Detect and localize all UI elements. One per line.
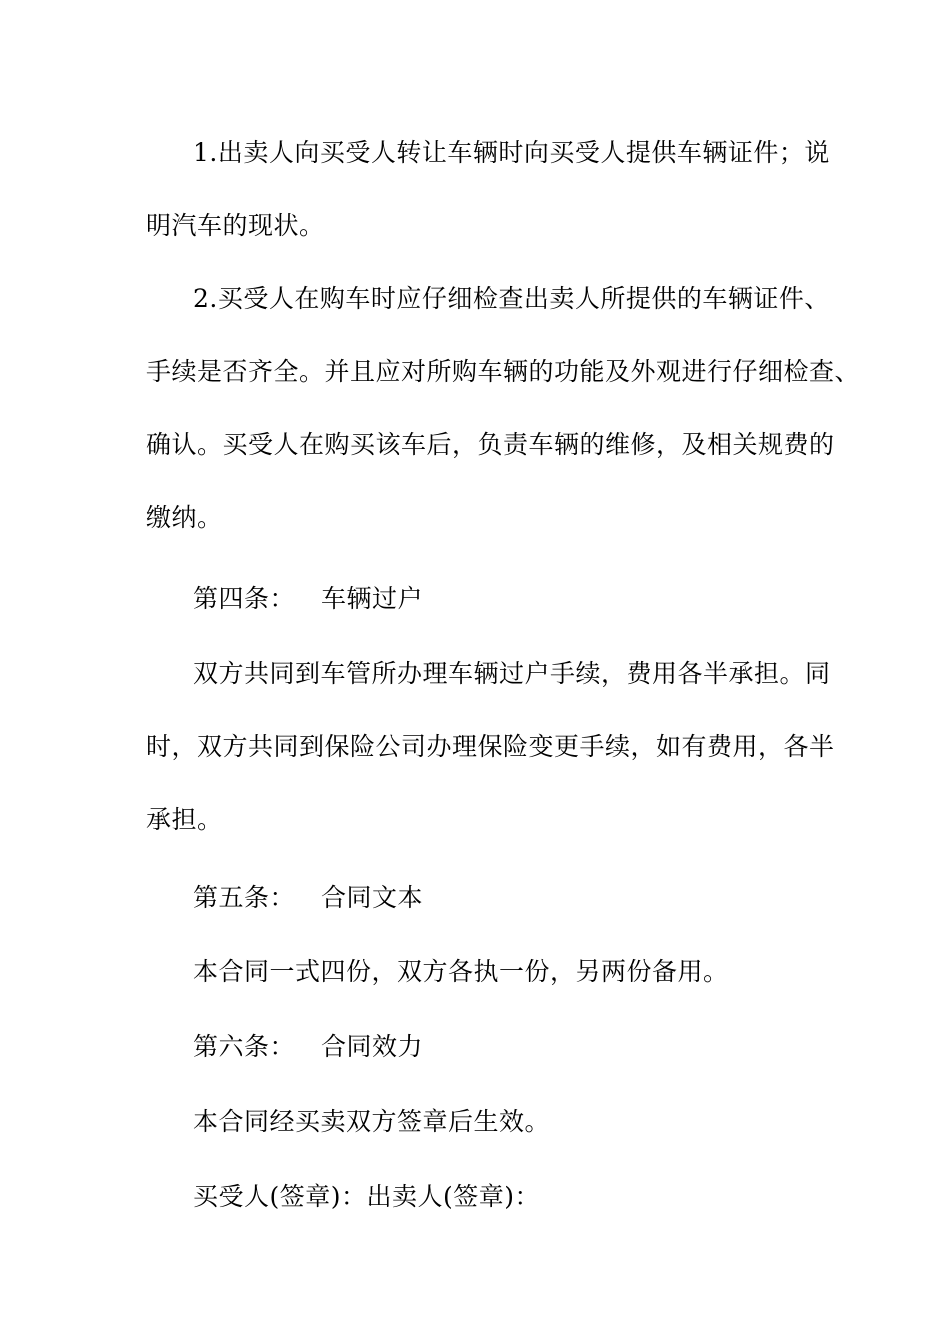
signature-line: 买受人(签章)：出卖人(签章)： [193,1182,541,1211]
clause-6-title: 合同效力 [321,1032,424,1061]
clause-5-title: 合同文本 [321,883,424,912]
clause-6-body: 本合同经买卖双方签章后生效。 [193,1107,551,1136]
clause-3-item-2-line-1: 2.买受人在购车时应仔细检查出卖人所提供的车辆证件、 [193,284,830,313]
clause-4-body-line-1: 双方共同到车管所办理车辆过户手续，费用各半承担。同 [193,659,831,688]
clause-3-item-1-line-1: 1.出卖人向买受人转让车辆时向买受人提供车辆证件；说 [193,138,830,167]
clause-5-heading [193,882,423,914]
clause-3-item-1-line-2: 明汽车的现状。 [146,211,325,240]
clause-4-number: 第四条： [193,584,296,613]
clause-4-body-line-2: 时，双方共同到保险公司办理保险变更手续，如有费用，各半 [146,732,835,761]
clause-3-item-2-line-3: 确认。买受人在购买该车后，负责车辆的维修，及相关规费的 [146,430,835,459]
clause-6-heading [193,1031,423,1063]
clause-4-body-line-3: 承担。 [146,805,223,834]
clause-3-item-2-line-4: 缴纳。 [146,503,223,532]
clause-4-heading [193,583,423,615]
clause-4-title: 车辆过户 [321,584,424,613]
clause-6-number: 第六条： [193,1032,296,1061]
clause-3-item-2-line-2: 手续是否齐全。并且应对所购车辆的功能及外观进行仔细检查、 [146,357,861,386]
clause-5-number: 第五条： [193,883,296,912]
clause-5-body: 本合同一式四份，双方各执一份，另两份备用。 [193,957,729,986]
